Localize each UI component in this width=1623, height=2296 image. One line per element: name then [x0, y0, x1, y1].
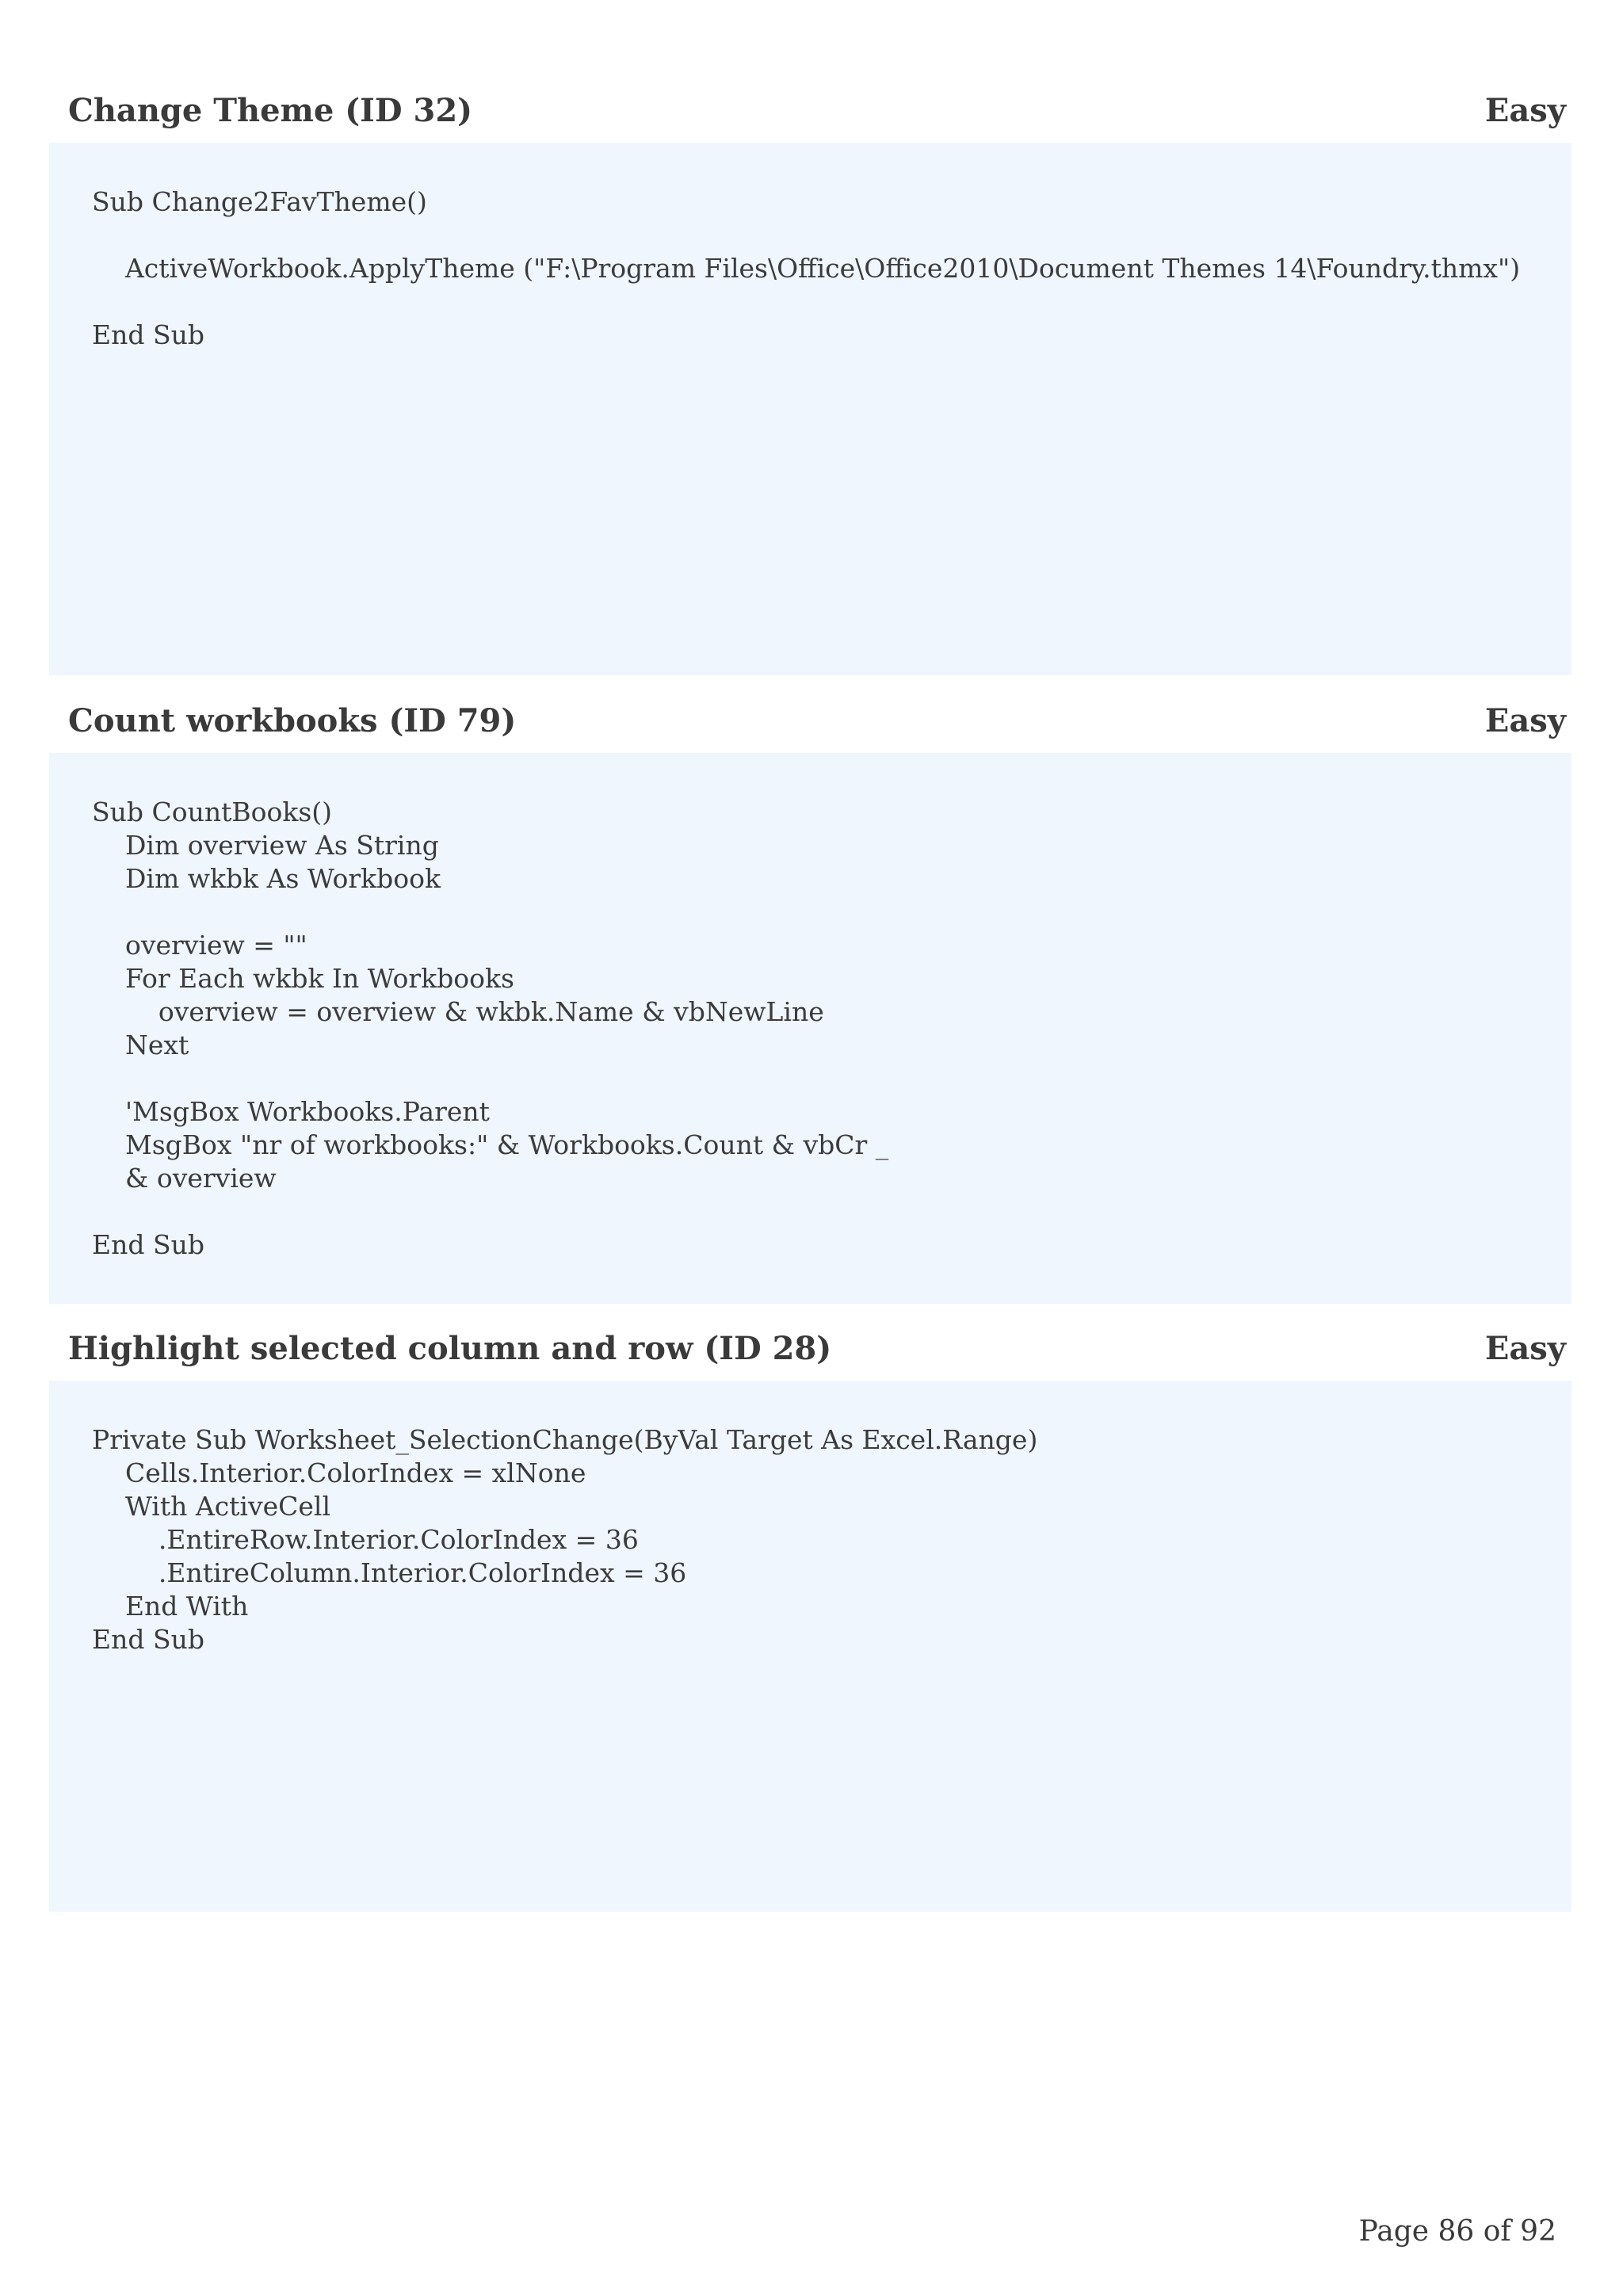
code-line: [92, 1062, 888, 1095]
section-header: [68, 87, 1566, 135]
section-change-theme: [0, 87, 1623, 675]
code-block: [49, 1381, 1571, 1912]
code-line: 'MsgBox Workbooks.Parent: [92, 1096, 490, 1127]
code-line: MsgBox "nr of workbooks:" & Workbooks.Count & vbCr _: [92, 1129, 889, 1160]
code-line: ActiveWorkbook.ApplyTheme ("F:\Program Files\Office\Office2010\Document Themes 14\Foundry.thmx"): [92, 253, 1521, 284]
section-title: Highlight selected column and row (ID 28): [68, 1330, 832, 1367]
code-line: End Sub: [92, 319, 204, 350]
difficulty-label: Easy: [1484, 1330, 1566, 1367]
code-line: Cells.Interior.ColorIndex = xlNone: [92, 1457, 586, 1488]
difficulty-label: Easy: [1484, 702, 1566, 739]
difficulty-label: Easy: [1484, 92, 1566, 129]
section-title: Change Theme (ID 32): [68, 92, 473, 129]
code-line: With ActiveCell: [92, 1491, 331, 1522]
code-line: Next: [92, 1030, 189, 1060]
section-count-workbooks: [0, 697, 1623, 1304]
code-block: [49, 753, 1571, 1304]
code-line: overview = overview & wkbk.Name & vbNewLine: [92, 996, 824, 1027]
section-title: Count workbooks (ID 79): [68, 702, 517, 739]
code-lines: [92, 185, 1520, 352]
code-line: [92, 219, 1520, 252]
code-lines: [92, 796, 888, 1262]
code-line: End Sub: [92, 1229, 204, 1260]
code-line: [92, 896, 888, 929]
page-number: Page 86 of 92: [1358, 2215, 1556, 2248]
section-header: [68, 697, 1566, 745]
code-line: For Each wkbk In Workbooks: [92, 963, 514, 994]
code-line: .EntireRow.Interior.ColorIndex = 36: [92, 1524, 639, 1555]
code-lines: [92, 1423, 1037, 1656]
code-line: overview = "": [92, 930, 307, 961]
code-line: End With: [92, 1591, 249, 1622]
code-line: Dim overview As String: [92, 830, 439, 861]
section-highlight-selection: [0, 1325, 1623, 1912]
code-line: End Sub: [92, 1624, 204, 1655]
code-line: Dim wkbk As Workbook: [92, 863, 441, 894]
code-line: Private Sub Worksheet_SelectionChange(ByVal Target As Excel.Range): [92, 1424, 1038, 1455]
section-header: [68, 1325, 1566, 1373]
code-line: Sub CountBooks(): [92, 797, 333, 827]
code-block: [49, 143, 1571, 675]
code-line: .EntireColumn.Interior.ColorIndex = 36: [92, 1557, 687, 1588]
code-line: Sub Change2FavTheme(): [92, 186, 427, 217]
code-line: [92, 285, 1520, 319]
code-line: [92, 1195, 888, 1228]
code-line: & overview: [92, 1163, 277, 1194]
